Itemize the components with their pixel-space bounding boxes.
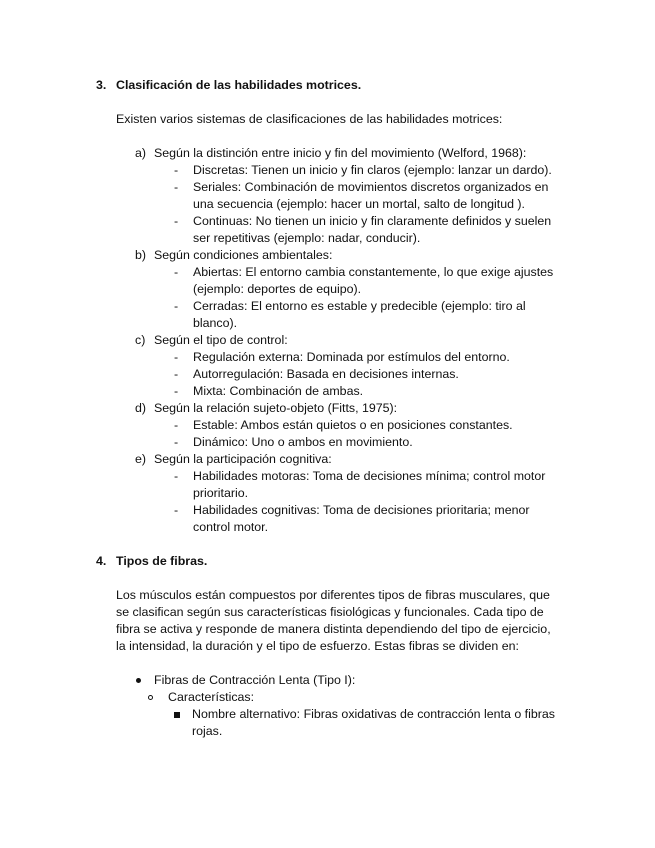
bullet-dot-icon [136, 678, 141, 683]
item-b-sub1-line1: Abiertas: El entorno cambia constantemente, lo que exige ajustes [193, 265, 554, 279]
item-e-sub1-line1: Habilidades motoras: Toma de decisiones mínima; control motor [193, 469, 546, 483]
item-d-sub1-marker: - [174, 418, 179, 432]
item-c-sub2-line1: Autorregulación: Basada en decisiones internas. [193, 367, 459, 381]
item-b-sub2-line1: Cerradas: El entorno es estable y predecible (ejemplo: tiro al [193, 299, 526, 313]
item-a-sub1-line1: Discretas: Tienen un inicio y fin claros (ejemplo: lanzar un dardo). [193, 163, 552, 177]
item-c-sub2-marker: - [174, 367, 179, 381]
item-b-text: Según condiciones ambientales: [154, 248, 333, 262]
item-d-sub2-marker: - [174, 435, 179, 449]
item-b-sub2-line2: blanco). [193, 316, 238, 330]
section-4-paragraph-line4: la intensidad, la duración y el tipo de esfuerzo. Estas fibras se dividen en: [116, 639, 519, 653]
item-b-sub1-line2: (ejemplo: deportes de equipo). [193, 282, 362, 296]
item-c-sub1-line1: Regulación externa: Dominada por estímulos del entorno. [193, 350, 510, 364]
characteristics-bullet: Características: [168, 690, 255, 704]
section-4-paragraph-line2: se clasifican según sus características fisiológicas y funcionales. Cada tipo de [116, 605, 544, 619]
item-d-marker: d) [135, 401, 147, 415]
section-4-paragraph-line3: fibra se activa y responde de manera distinta dependiendo del tipo de ejercicio, [116, 622, 551, 636]
section-4-number: 4. [96, 554, 107, 568]
item-b-sub2-marker: - [174, 299, 179, 313]
item-d-text: Según la relación sujeto-objeto (Fitts, 1975): [154, 401, 398, 415]
item-c-sub3-marker: - [174, 384, 179, 398]
item-c-sub1-marker: - [174, 350, 179, 364]
item-b-sub1-marker: - [174, 265, 179, 279]
item-a-sub3-line1: Continuas: No tienen un inicio y fin claramente definidos y suelen [193, 214, 552, 228]
item-a-sub2-marker: - [174, 180, 179, 194]
item-a-sub3-marker: - [174, 214, 179, 228]
section-3-intro: Existen varios sistemas de clasificaciones de las habilidades motrices: [116, 112, 503, 126]
fiber-type-bullet: Fibras de Contracción Lenta (Tipo I): [154, 673, 356, 687]
item-e-sub1-marker: - [174, 469, 179, 483]
item-a-sub3-line2: ser repetitivas (ejemplo: nadar, conducir). [193, 231, 421, 245]
item-e-sub1-line2: prioritario. [193, 486, 249, 500]
item-e-sub2-marker: - [174, 503, 179, 517]
item-a-sub2-line2: una secuencia (ejemplo: hacer un mortal, salto de longitud ). [193, 197, 525, 211]
item-c-marker: c) [135, 333, 146, 347]
alt-name-line2: rojas. [192, 724, 223, 738]
item-e-sub2-line1: Habilidades cognitivas: Toma de decisiones prioritaria; menor [193, 503, 530, 517]
section-3-title: Clasificación de las habilidades motrices. [116, 78, 362, 92]
item-a-sub1-marker: - [174, 163, 179, 177]
item-c-sub3-line1: Mixta: Combinación de ambas. [193, 384, 364, 398]
item-d-sub1-line1: Estable: Ambos están quietos o en posiciones constantes. [193, 418, 513, 432]
section-3-number: 3. [96, 78, 107, 92]
item-c-text: Según el tipo de control: [154, 333, 288, 347]
item-b-marker: b) [135, 248, 147, 262]
item-d-sub2-line1: Dinámico: Uno o ambos en movimiento. [193, 435, 413, 449]
section-4-paragraph-line1: Los músculos están compuestos por diferentes tipos de fibras musculares, que [116, 588, 550, 602]
item-a-marker: a) [135, 146, 147, 160]
item-a-text: Según la distinción entre inicio y fin del movimiento (Welford, 1968): [154, 146, 527, 160]
bullet-circle-icon [148, 695, 153, 700]
item-a-sub2-line1: Seriales: Combinación de movimientos discretos organizados en [193, 180, 549, 194]
section-4-title: Tipos de fibras. [116, 554, 208, 568]
bullet-square-icon [174, 712, 180, 718]
item-e-sub2-line2: control motor. [193, 520, 269, 534]
alt-name-line1: Nombre alternativo: Fibras oxidativas de contracción lenta o fibras [192, 707, 555, 721]
item-e-marker: e) [135, 452, 147, 466]
item-e-text: Según la participación cognitiva: [154, 452, 332, 466]
